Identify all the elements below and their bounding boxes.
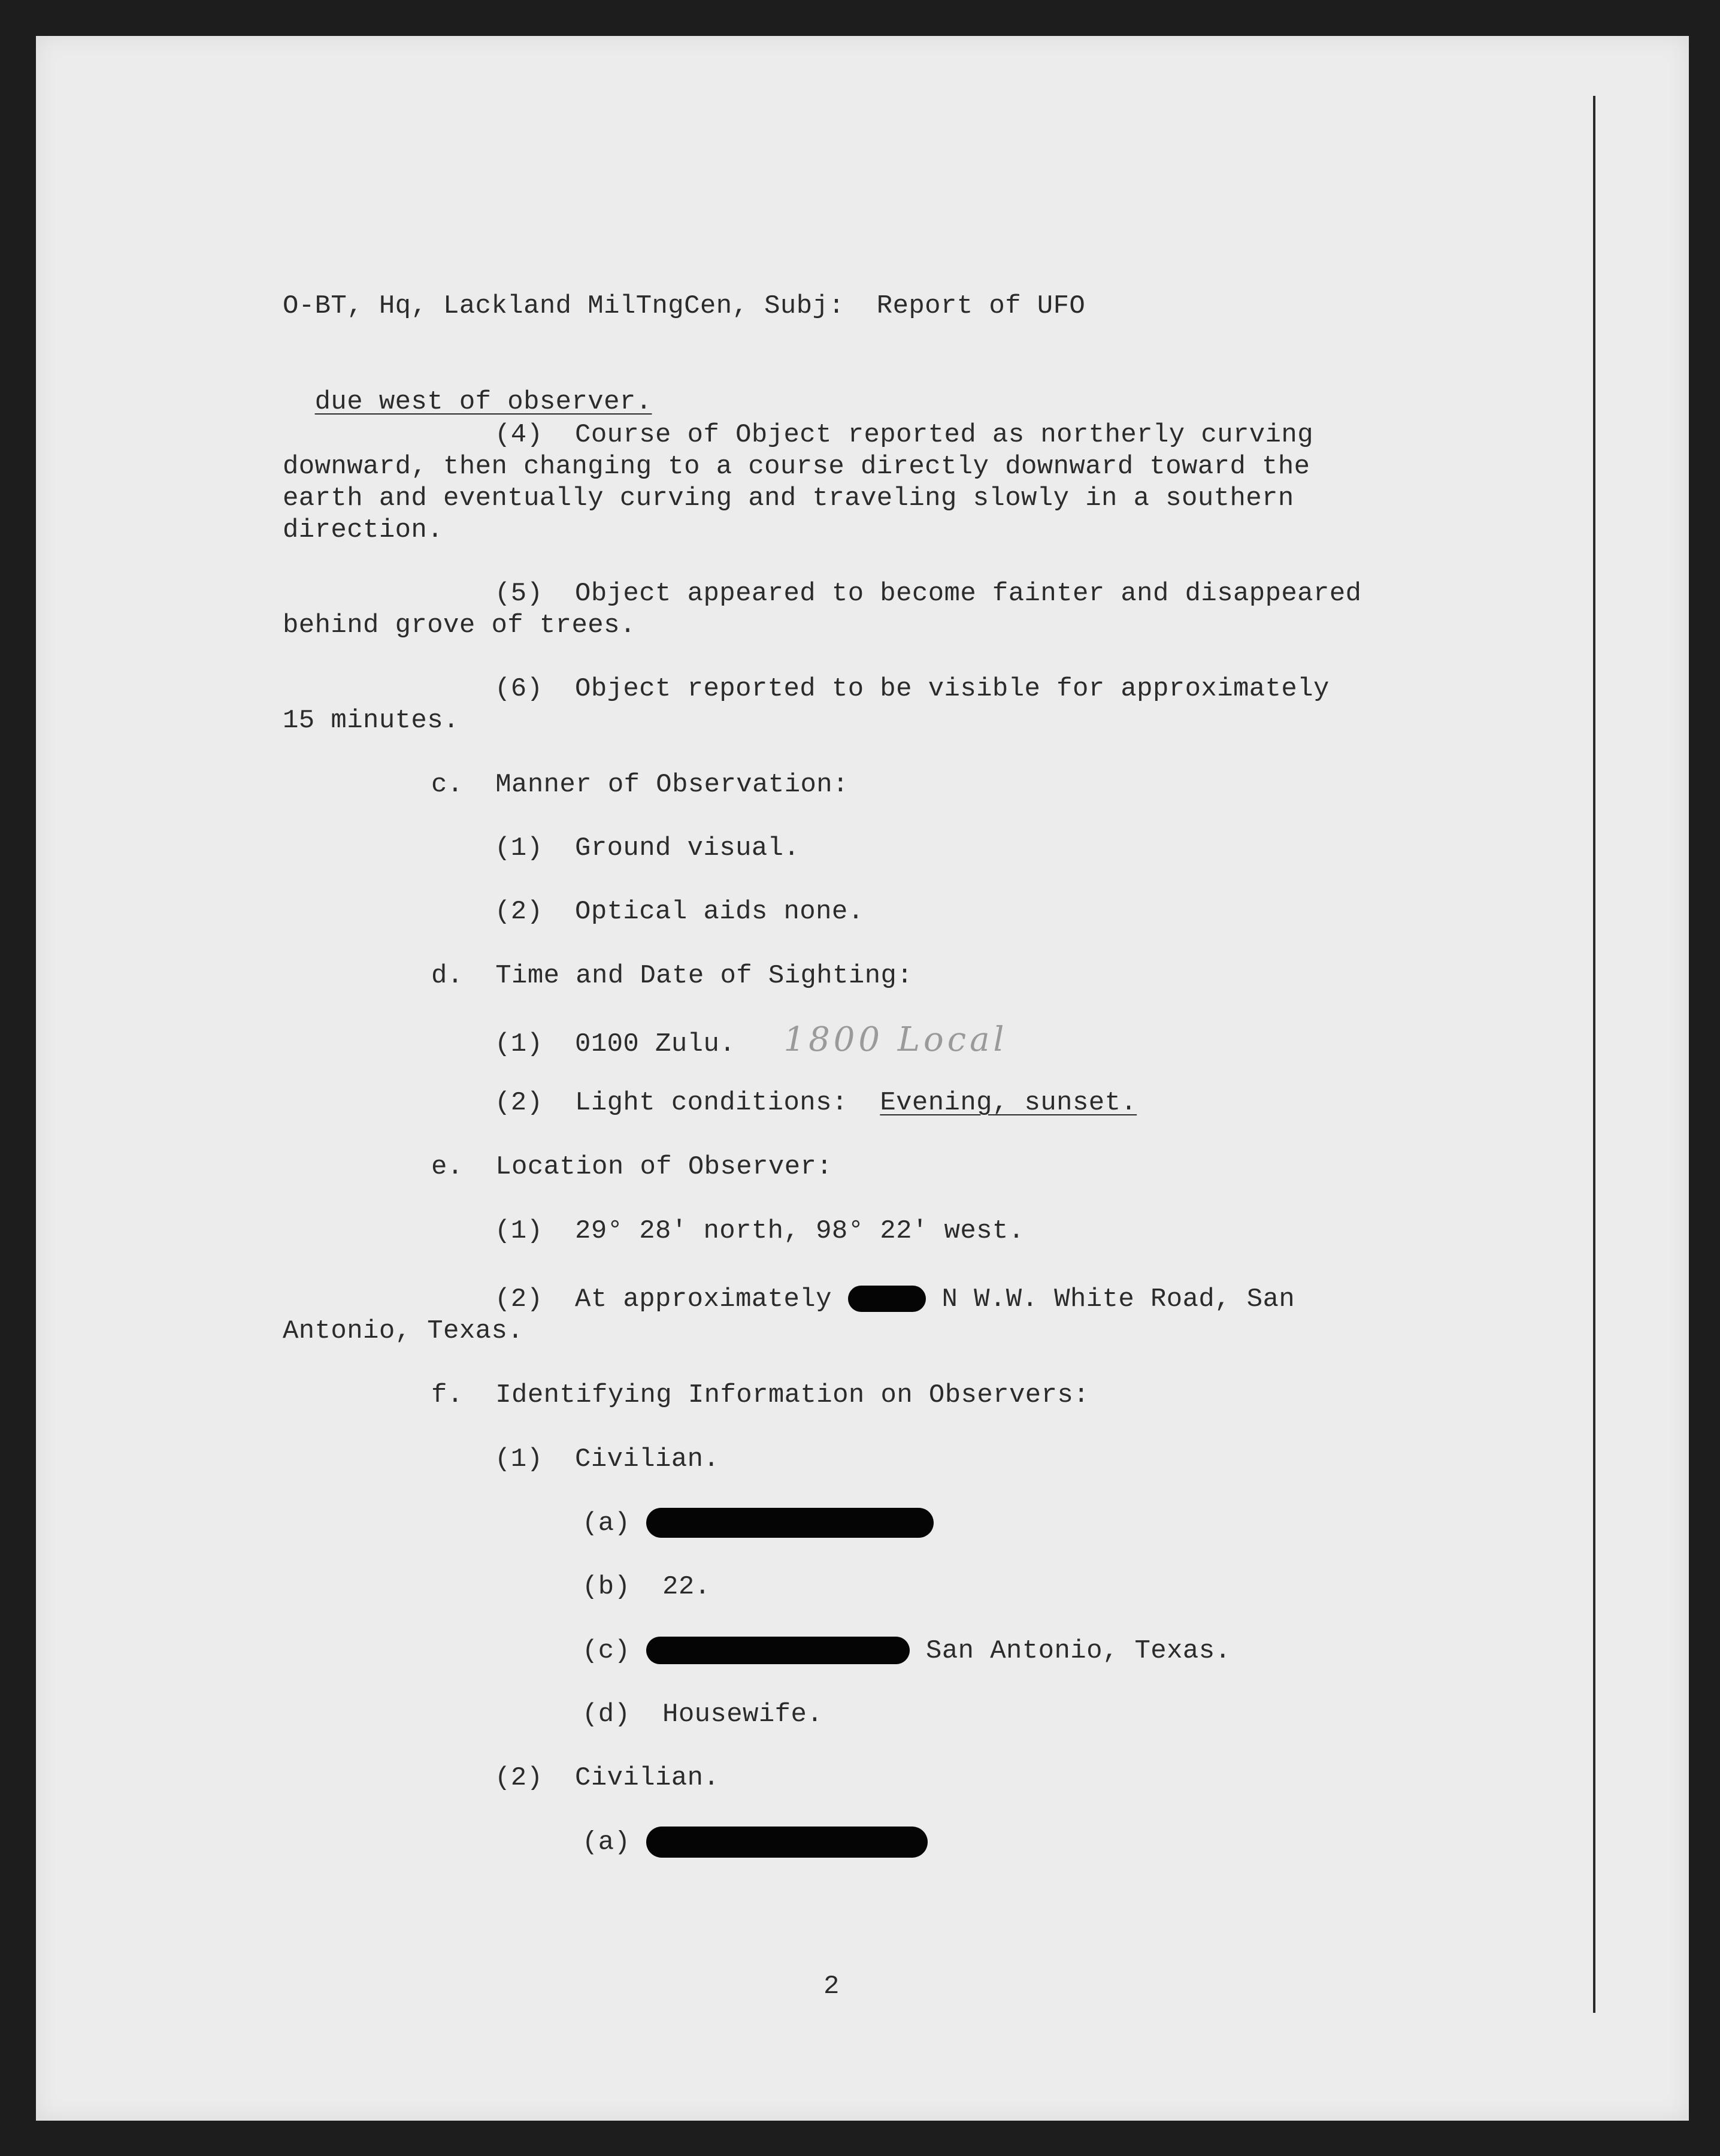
redaction-observer-1-address xyxy=(646,1637,910,1664)
section-c-heading: c. Manner of Observation: xyxy=(431,770,849,800)
section-d-item-2 xyxy=(495,1087,1137,1119)
observer-1-address xyxy=(582,1635,1231,1667)
light-conditions-label: (2) Light conditions: xyxy=(495,1088,880,1118)
observer-1-age: (b) 22. xyxy=(582,1572,711,1602)
observer-1-label: (1) Civilian. xyxy=(495,1444,720,1474)
intro-line xyxy=(283,355,652,418)
handwritten-local-time: 1800 Local xyxy=(783,1020,1008,1059)
p6-line-2: 15 minutes. xyxy=(283,706,459,736)
observer-1-c-label: (c) xyxy=(582,1636,647,1666)
section-c-item-2: (2) Optical aids none. xyxy=(495,897,864,927)
zulu-time: (1) 0100 Zulu. xyxy=(495,1029,736,1059)
section-e-item-2 xyxy=(495,1284,1295,1316)
redaction-observer-1-name xyxy=(646,1508,934,1538)
redaction-address-number xyxy=(848,1286,926,1312)
p4-line-4: direction. xyxy=(283,515,444,545)
p5-line-2: behind grove of trees. xyxy=(283,610,636,640)
section-f-heading: f. Identifying Information on Observers: xyxy=(431,1380,1089,1410)
p4-line-2: downward, then changing to a course directly downward toward the xyxy=(283,452,1310,482)
page-edge-rule xyxy=(1593,96,1595,2013)
observer-1-a-label: (a) xyxy=(582,1508,647,1538)
observer-1-city: San Antonio, Texas. xyxy=(910,1636,1231,1666)
section-d-heading: d. Time and Date of Sighting: xyxy=(431,961,913,991)
document-page xyxy=(36,36,1689,2121)
p5-line-1: (5) Object appeared to become fainter and disappeared xyxy=(495,579,1362,609)
p4-line-3: earth and eventually curving and traveling slowly in a southern xyxy=(283,483,1294,513)
observer-2-a-label: (a) xyxy=(582,1827,647,1858)
location-suffix: N W.W. White Road, San xyxy=(925,1284,1295,1314)
observer-2-label: (2) Civilian. xyxy=(495,1763,720,1793)
section-d-item-1 xyxy=(495,1020,1008,1060)
redaction-observer-2-name xyxy=(646,1827,928,1858)
section-e-heading: e. Location of Observer: xyxy=(431,1152,833,1182)
section-e-item-1: (1) 29° 28' north, 98° 22' west. xyxy=(495,1216,1025,1246)
observer-1-name xyxy=(582,1508,934,1540)
p4-line-1: (4) Course of Object reported as northerly curving xyxy=(495,420,1314,450)
intro-text: due west of observer. xyxy=(314,387,652,417)
observer-2-name xyxy=(582,1827,928,1859)
subject-line: O-BT, Hq, Lackland MilTngCen, Subj: Report of UFO xyxy=(283,291,1086,321)
light-conditions-value: Evening, sunset. xyxy=(880,1088,1137,1118)
section-c-item-1: (1) Ground visual. xyxy=(495,833,800,863)
location-prefix: (2) At approximately xyxy=(495,1284,848,1314)
p6-line-1: (6) Object reported to be visible for approximately xyxy=(495,674,1330,704)
page-number: 2 xyxy=(823,1971,840,2001)
observer-1-occupation: (d) Housewife. xyxy=(582,1700,823,1729)
section-e-item-2-cont: Antonio, Texas. xyxy=(283,1316,524,1346)
